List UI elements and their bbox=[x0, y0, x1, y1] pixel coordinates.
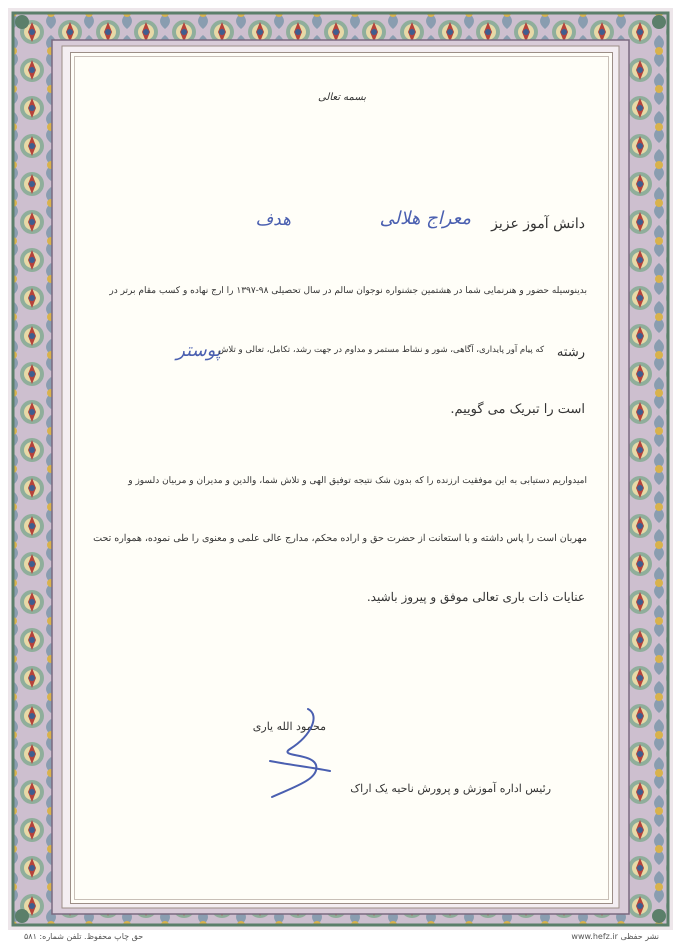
body-line-5: مهربان است را پاس داشته و با استعانت از حضرت حق و اراده محکم، مدارج عالی علمی و معنوی را طی نموده، همواره تحت bbox=[93, 533, 587, 544]
signatory-title: رئیس اداره آموزش و پرورش ناحیه یک اراک bbox=[350, 782, 551, 795]
signatory-name: محمود الله یاری bbox=[252, 720, 326, 733]
body-line-1: بدینوسیله حضور و هنرنمایی شما در هشتمین جشنواره نوجوان سالم در سال تحصیلی ۹۸-۱۳۹۷ را ارج نهاده و کسب مقام برتر در bbox=[109, 286, 587, 296]
recipient-grade-handwritten: هدف bbox=[255, 210, 291, 230]
footer-left-text: حق چاپ محفوظ. تلفن شماره: ۵۸۱ bbox=[24, 932, 144, 941]
handwritten-signature bbox=[250, 705, 340, 805]
body-line-6: عنایات ذات باری تعالی موفق و پیروز باشید. bbox=[366, 590, 585, 604]
invocation-heading: بسمه تعالی bbox=[317, 92, 367, 103]
body-line-2-start: رشته bbox=[556, 345, 585, 360]
body-line-3: است را تبریک می گوییم. bbox=[450, 402, 585, 417]
recipient-name-handwritten: معراج هلالی bbox=[379, 208, 471, 229]
footer-right-text: www.hefz.ir نشر حفظی bbox=[571, 932, 659, 941]
body-line-4: امیدواریم دستیابی به این موفقیت ارزنده را که بدون شک نتیجه توفیق الهی و تلاش شما، والدین و مدیران و مربیان دلسوز و bbox=[128, 476, 587, 486]
body-line-2-end: که پیام آور پایداری، آگاهی، شور و نشاط مستمر و مداوم در جهت رشد، تکامل، تعالی و تلاش bbox=[218, 345, 544, 355]
field-handwritten: پوستر bbox=[176, 340, 221, 361]
recipient-prefix: دانش آموز عزیز bbox=[491, 216, 585, 232]
